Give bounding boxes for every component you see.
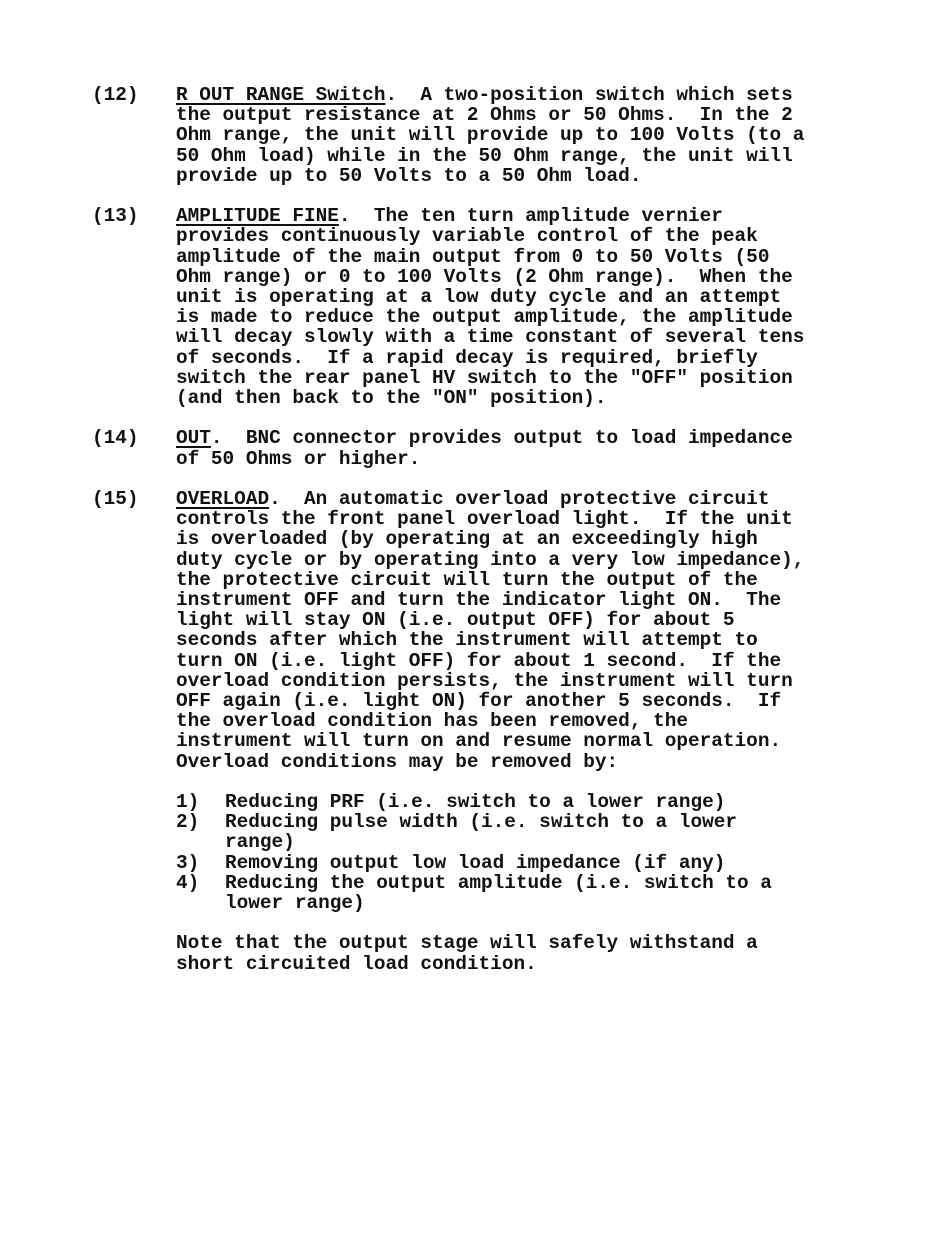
- document-page: [0, 85, 950, 994]
- item-14: [0, 428, 950, 468]
- item-line: Overload conditions may be removed by:: [176, 750, 619, 773]
- note-paragraph: [176, 933, 950, 973]
- item-first-rest: . An automatic overload protective circuit: [269, 488, 770, 511]
- item-line: 50 Ohm load) while in the 50 Ohm range, the unit will: [176, 144, 793, 167]
- item-first-line: [176, 428, 950, 448]
- item-first-line: [176, 85, 950, 105]
- item-body: [176, 85, 950, 186]
- list-item: [176, 853, 950, 873]
- note-line: short circuited load condition.: [176, 952, 537, 975]
- list-item-line: Reducing pulse width (i.e. switch to a lower: [225, 811, 737, 834]
- item-line: amplitude of the main output from 0 to 50 Volts (50: [176, 245, 770, 268]
- item-line: Ohm range) or 0 to 100 Volts (2 Ohm range). When the: [176, 265, 793, 288]
- list-item-number: 2): [176, 811, 200, 834]
- item-heading: R OUT RANGE Switch: [176, 84, 386, 106]
- list-item-text: [225, 812, 950, 852]
- item-line: the protective circuit will turn the output of the: [176, 568, 758, 591]
- item-line: is made to reduce the output amplitude, the amplitude: [176, 306, 793, 329]
- list-item-text: [225, 792, 950, 812]
- item-heading: OVERLOAD: [176, 488, 270, 511]
- item-line: seconds after which the instrument will attempt to: [176, 629, 758, 652]
- list-item-line: Reducing the output amplitude (i.e. switch to a: [225, 871, 772, 894]
- item-line: OFF again (i.e. light ON) for another 5 seconds. If: [176, 690, 782, 713]
- item-15: [0, 489, 950, 974]
- item-line: turn ON (i.e. light OFF) for about 1 second. If the: [176, 649, 782, 672]
- item-12: [0, 85, 950, 186]
- item-line: is overloaded (by operating at an exceedingly high: [176, 528, 758, 551]
- item-line: provides continuously variable control of the peak: [176, 225, 758, 248]
- item-line: overload condition persists, the instrument will turn: [176, 669, 793, 692]
- item-first-line: [176, 206, 950, 226]
- item-line: Ohm range, the unit will provide up to 100 Volts (to a: [176, 124, 805, 147]
- item-line: instrument OFF and turn the indicator light ON. The: [176, 589, 782, 612]
- item-body: [176, 206, 950, 408]
- item-heading: AMPLITUDE FINE: [176, 205, 339, 228]
- list-item-number: 3): [176, 851, 200, 874]
- item-line: unit is operating at a low duty cycle and an attempt: [176, 286, 782, 309]
- item-first-rest: . The ten turn amplitude vernier: [338, 205, 723, 228]
- item-number: (13): [92, 205, 139, 228]
- removal-methods-list: [176, 792, 950, 913]
- item-number: (15): [92, 488, 139, 511]
- item-number: (14): [92, 427, 139, 450]
- item-number: (12): [92, 84, 139, 106]
- item-line: of seconds. If a rapid decay is required, briefly: [176, 346, 758, 369]
- list-item: [176, 812, 950, 852]
- item-line: the overload condition has been removed, the: [176, 710, 688, 733]
- list-item: [176, 873, 950, 913]
- item-line: duty cycle or by operating into a very low impedance),: [176, 548, 805, 571]
- item-body: [176, 428, 950, 468]
- list-item-text: [225, 873, 950, 913]
- item-first-line: [176, 489, 950, 509]
- list-item-line: lower range): [225, 892, 365, 915]
- list-item-line: range): [225, 831, 295, 854]
- list-item-line: Reducing PRF (i.e. switch to a lower range): [225, 791, 726, 814]
- list-item-line: Removing output low load impedance (if any): [225, 851, 726, 874]
- list-item-text: [225, 853, 950, 873]
- item-line: switch the rear panel HV switch to the "OFF" position: [176, 366, 793, 389]
- list-item-number: 4): [176, 871, 200, 894]
- item-line: instrument will turn on and resume normal operation.: [176, 730, 782, 753]
- item-heading: OUT: [176, 427, 211, 450]
- item-first-rest: . BNC connector provides output to load impedance: [210, 427, 793, 450]
- item-line: controls the front panel overload light. If the unit: [176, 508, 793, 531]
- item-line: will decay slowly with a time constant of several tens: [176, 326, 805, 349]
- item-line: of 50 Ohms or higher.: [176, 447, 421, 470]
- item-line: light will stay ON (i.e. output OFF) for about 5: [176, 609, 735, 632]
- item-body: [176, 489, 950, 974]
- item-13: [0, 206, 950, 408]
- item-line: provide up to 50 Volts to a 50 Ohm load.: [176, 164, 642, 187]
- list-item: [176, 792, 950, 812]
- item-line: (and then back to the "ON" position).: [176, 387, 607, 410]
- note-line: Note that the output stage will safely withstand a: [176, 932, 758, 955]
- list-item-number: 1): [176, 791, 200, 814]
- item-first-rest: . A two-position switch which sets: [385, 84, 793, 106]
- item-line: the output resistance at 2 Ohms or 50 Ohms. In the 2: [176, 104, 793, 127]
